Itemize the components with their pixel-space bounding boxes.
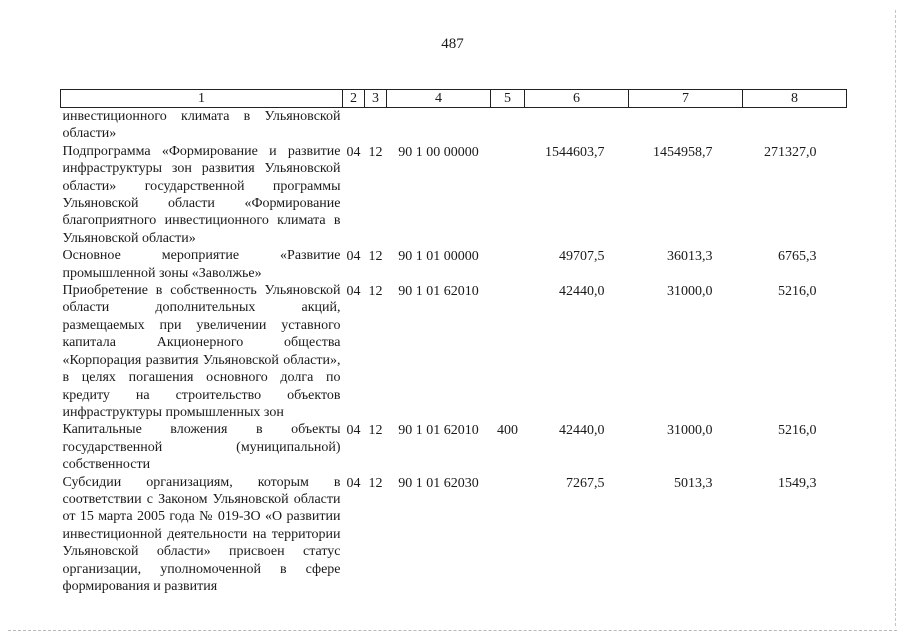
scan-edge-bottom [8, 630, 897, 631]
row-name: Приобретение в собственность Ульяновской области дополнительных акций, размещаемых при увеличении уставного капитала Акционерного общества «Корпорация развития Ульяновской области», в целях погашения основного долга по кредиту на строительство объектов инфраструктуры промышленных зон [62, 283, 341, 420]
column-header-2: 2 [343, 90, 365, 108]
table-header [61, 90, 847, 108]
table-row [61, 421, 847, 473]
column-header-7: 7 [629, 90, 743, 108]
table-row [61, 282, 847, 421]
row-amount-col6: 42440,0 [559, 423, 605, 439]
row-name: Основное мероприятие «Развитие промышленной зоны «Заволжье» [62, 248, 341, 281]
row-name: Субсидии организациям, которым в соответствии с Законом Ульяновской области от 15 марта 2005 года № 019-ЗО «О развитии инвестиционной деятельности на территории Ульяновской области» присвоен статус организации, уполномоченной в сфере формирования и развития [62, 474, 341, 594]
row-amount-col6 [525, 108, 629, 143]
row-amount-col6: 42440,0 [559, 284, 605, 300]
row-amount-col7: 36013,3 [667, 249, 713, 265]
table-row [61, 247, 847, 282]
row-amount-col7: 31000,0 [667, 284, 713, 300]
row-subsection: 12 [368, 475, 383, 491]
row-amount-col8: 5216,0 [778, 423, 817, 439]
table-body [61, 108, 847, 596]
row-subsection: 12 [368, 423, 383, 439]
row-expense-type [491, 108, 525, 143]
table-row [61, 108, 847, 143]
row-subsection: 12 [368, 144, 383, 160]
row-amount-col7: 5013,3 [674, 475, 713, 491]
row-target-code: 90 1 01 00000 [398, 249, 479, 265]
row-expense-type [491, 247, 525, 282]
column-header-3: 3 [365, 90, 387, 108]
row-section: 04 [346, 249, 361, 265]
row-subsection: 12 [368, 249, 383, 265]
column-header-6: 6 [525, 90, 629, 108]
row-target-code [387, 108, 491, 143]
table-row [61, 143, 847, 247]
row-target-code: 90 1 00 00000 [398, 144, 479, 160]
row-expense-type [491, 143, 525, 247]
column-header-1: 1 [61, 90, 343, 108]
row-section [343, 108, 365, 143]
row-amount-col8: 5216,0 [778, 284, 817, 300]
budget-table-container [60, 89, 846, 595]
header-row [61, 90, 847, 108]
row-amount-col8: 271327,0 [764, 144, 817, 160]
row-amount-col6: 7267,5 [566, 475, 605, 491]
row-amount-col7: 1454958,7 [653, 144, 713, 160]
row-section: 04 [346, 144, 361, 160]
row-amount-col7 [629, 108, 743, 143]
row-target-code: 90 1 01 62010 [398, 423, 479, 439]
column-header-5: 5 [491, 90, 525, 108]
row-amount-col6: 49707,5 [559, 249, 605, 265]
column-header-4: 4 [387, 90, 491, 108]
row-target-code: 90 1 01 62030 [398, 475, 479, 491]
row-amount-col8: 1549,3 [778, 475, 817, 491]
row-subsection: 12 [368, 284, 383, 300]
row-amount-col6: 1544603,7 [545, 144, 605, 160]
row-name: инвестиционного климата в Ульяновской области» [62, 109, 341, 142]
page-number: 487 [441, 36, 464, 52]
row-name: Капитальные вложения в объекты государственной (муниципальной) собственности [62, 422, 341, 473]
column-header-8: 8 [743, 90, 847, 108]
row-section: 04 [346, 284, 361, 300]
row-amount-col8: 6765,3 [778, 249, 817, 265]
row-amount-col7: 31000,0 [667, 423, 713, 439]
scan-edge-right [895, 10, 896, 626]
row-amount-col8 [743, 108, 847, 143]
row-expense-type: 400 [497, 423, 518, 439]
row-subsection [365, 108, 387, 143]
budget-table [60, 89, 847, 595]
table-row [61, 474, 847, 596]
row-expense-type [491, 474, 525, 596]
row-section: 04 [346, 423, 361, 439]
row-expense-type [491, 282, 525, 421]
row-name: Подпрограмма «Формирование и развитие инфраструктуры зон развития Ульяновской области» государственной программы Ульяновской области «Формирование благоприятного инвестиционного климата в Ульяновской области» [62, 143, 341, 246]
row-target-code: 90 1 01 62010 [398, 284, 479, 300]
row-section: 04 [346, 475, 361, 491]
